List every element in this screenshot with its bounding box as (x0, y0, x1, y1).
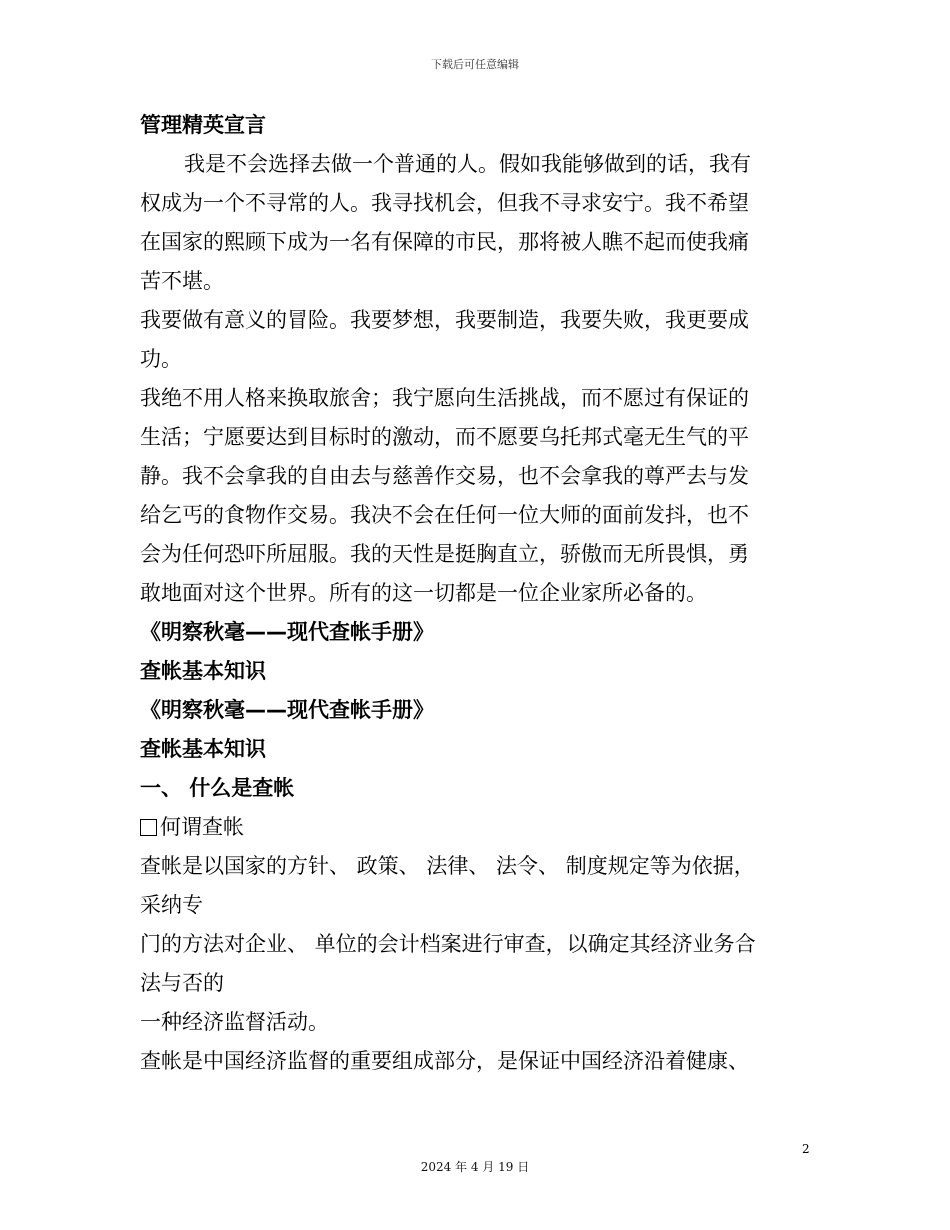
paragraph-line: 权成为一个不寻常的人。我寻找机会，但我不寻求安宁。我不希望 (140, 191, 749, 215)
paragraph-line: 一种经济监督活动。 (140, 1010, 329, 1034)
paragraph-line: 查帐是以国家的方针、 政策、 法律、 法令、 制度规定等为依据， (140, 854, 755, 878)
paragraph-line: 生活；宁愿要达到目标时的激动，而不愿要乌托邦式毫无生气的平 (140, 425, 749, 449)
paragraph-line: 会为任何恐吓所屈服。我的天性是挺胸直立，骄傲而无所畏惧，勇 (140, 542, 749, 566)
paragraph-line: 查帐是中国经济监督的重要组成部分，是保证中国经济沿着健康、 (140, 1049, 749, 1073)
section-heading: 查帐基本知识 (140, 737, 266, 761)
paragraph-line: 静。我不会拿我的自由去与慈善作交易，也不会拿我的尊严去与发 (140, 464, 749, 488)
paragraph-line: 苦不堪。 (140, 269, 224, 293)
section-heading: 《明察秋毫——现代查帐手册》 (140, 620, 434, 644)
paragraph-line: 采纳专 (140, 893, 203, 917)
paragraph-line: 我要做有意义的冒险。我要梦想，我要制造，我要失败，我更要成 (140, 308, 749, 332)
document-body (140, 106, 810, 1081)
checkbox-item: 何谓查帐 (140, 808, 810, 847)
doc-title: 管理精英宣言 (140, 113, 266, 137)
section-heading: 《明察秋毫——现代查帐手册》 (140, 698, 434, 722)
paragraph-line: 我是不会选择去做一个普通的人。假如我能够做到的话，我有 (184, 152, 751, 176)
page-number: 2 (802, 1142, 810, 1156)
paragraph-line: 在国家的熙顾下成为一名有保障的市民，那将被人瞧不起而使我痛 (140, 230, 749, 254)
paragraph-line: 给乞丐的食物作交易。我决不会在任何一位大师的面前发抖，也不 (140, 503, 749, 527)
paragraph-line: 敢地面对这个世界。所有的这一切都是一位企业家所必备的。 (140, 581, 707, 605)
paragraph-line: 法与否的 (140, 971, 224, 995)
section-heading: 一、 什么是查帐 (140, 776, 295, 800)
page-footer-date: 2024 年 4 月 19 日 (420, 1160, 530, 1174)
paragraph-line: 门的方法对企业、 单位的会计档案进行审查，以确定其经济业务合 (140, 932, 756, 956)
paragraph-line: 我绝不用人格来换取旅舍；我宁愿向生活挑战，而不愿过有保证的 (140, 386, 749, 410)
section-heading: 查帐基本知识 (140, 659, 266, 683)
page-header: 下载后可任意编辑 (431, 58, 519, 71)
paragraph-line: 功。 (140, 347, 182, 371)
checkbox-square-icon (140, 819, 157, 836)
